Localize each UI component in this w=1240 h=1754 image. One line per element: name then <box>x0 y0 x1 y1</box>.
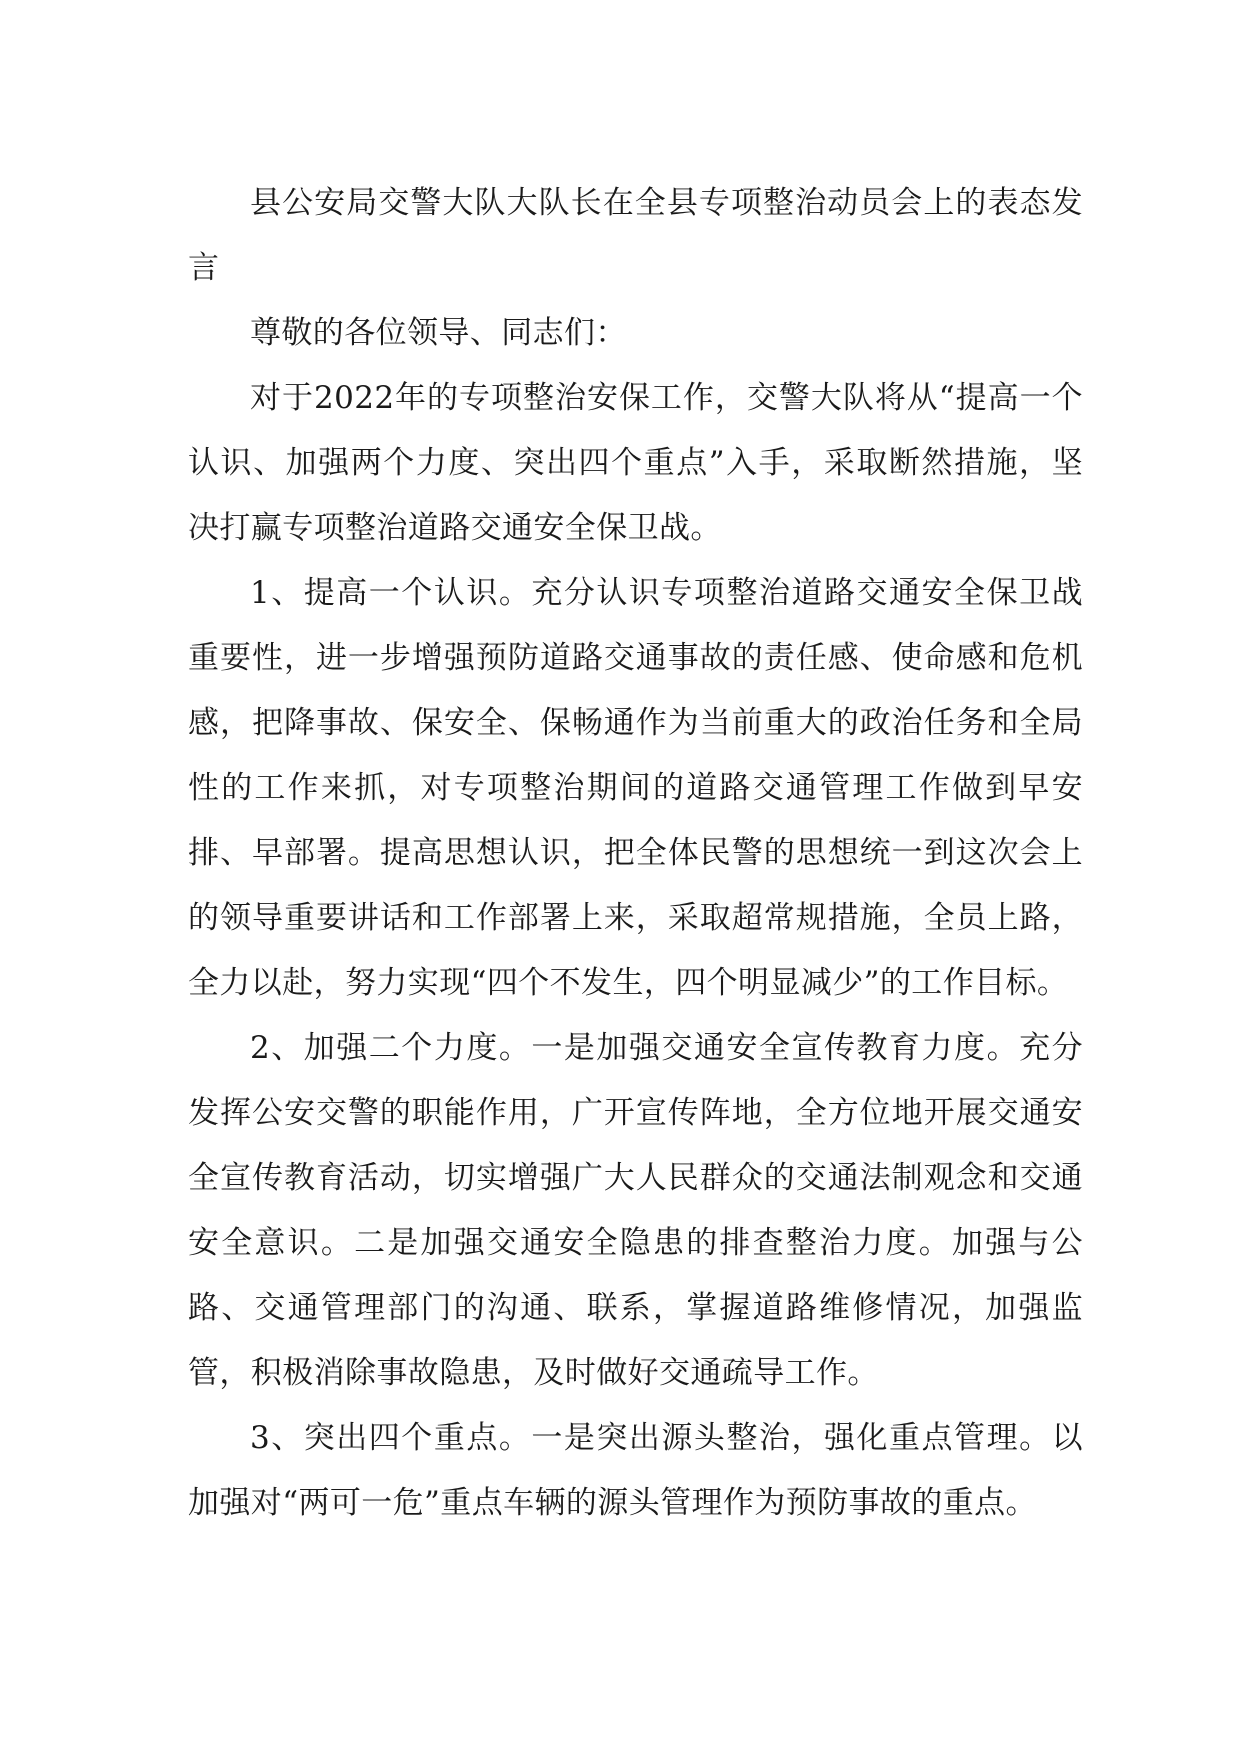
paragraph: 3、突出四个重点。一是突出源头整治，强化重点管理。以加强对“两可一危”重点车辆的源头管理作为预防事故的重点。 <box>188 1420 1083 1521</box>
salutation: 尊敬的各位领导、同志们： <box>250 315 627 351</box>
document-title: 县公安局交警大队大队长在全县专项整治动员会上的表态发言 <box>188 185 1083 286</box>
document-body <box>188 171 1083 1536</box>
paragraph: 对于2022年的专项整治安保工作，交警大队将从“提高一个认识、加强两个力度、突出四个重点”入手，采取断然措施，坚决打赢专项整治道路交通安全保卫战。 <box>188 380 1083 546</box>
paragraph: 1、提高一个认识。充分认识专项整治道路交通安全保卫战重要性，进一步增强预防道路交通事故的责任感、使命感和危机感，把降事故、保安全、保畅通作为当前重大的政治任务和全局性的工作来抓，对专项整治期间的道路交通管理工作做到早安排、早部署。提高思想认识，把全体民警的思想统一到这次会上的领导重要讲话和工作部署上来，采取超常规措施，全员上路，全力以赴，努力实现“四个不发生，四个明显减少”的工作目标。 <box>188 575 1083 1001</box>
paragraph: 2、加强二个力度。一是加强交通安全宣传教育力度。充分发挥公安交警的职能作用，广开宣传阵地，全方位地开展交通安全宣传教育活动，切实增强广大人民群众的交通法制观念和交通安全意识。二是加强交通安全隐患的排查整治力度。加强与公路、交通管理部门的沟通、联系，掌握道路维修情况，加强监管，积极消除事故隐患，及时做好交通疏导工作。 <box>188 1030 1083 1391</box>
